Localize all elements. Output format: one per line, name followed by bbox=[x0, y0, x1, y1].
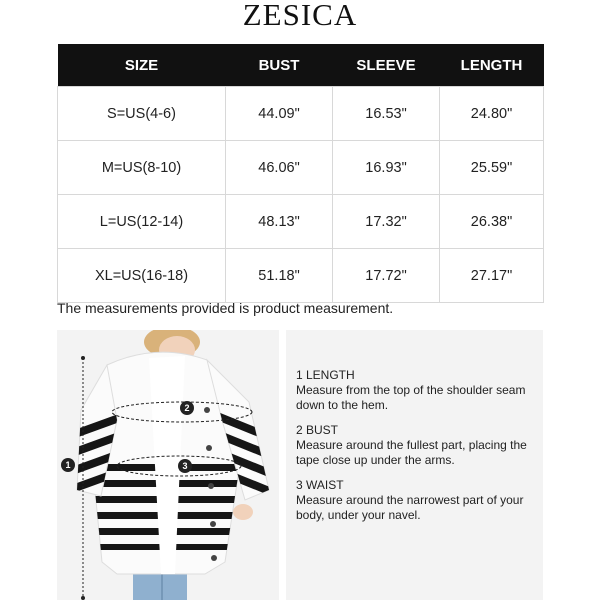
bust-text: Measure around the fullest part, placing the tape close up under the arms. bbox=[296, 438, 527, 467]
waist-instruction bbox=[296, 478, 536, 523]
length-title: 1 LENGTH bbox=[296, 368, 355, 382]
length-instruction bbox=[296, 368, 536, 413]
cell-sleeve: 17.32" bbox=[333, 195, 440, 249]
cell-sleeve: 16.93" bbox=[333, 141, 440, 195]
cell-size: M=US(8-10) bbox=[58, 141, 226, 195]
cell-length: 25.59" bbox=[440, 141, 544, 195]
measurement-note: The measurements provided is product measurement. bbox=[57, 300, 394, 316]
measurement-instructions bbox=[286, 330, 543, 600]
model-photo bbox=[57, 330, 279, 600]
length-marker: 1 bbox=[61, 458, 75, 472]
waist-marker: 3 bbox=[178, 459, 192, 473]
cell-sleeve: 17.72" bbox=[333, 249, 440, 303]
table-row bbox=[58, 87, 544, 141]
cell-size: L=US(12-14) bbox=[58, 195, 226, 249]
size-chart-table bbox=[57, 44, 544, 303]
header-length: LENGTH bbox=[440, 44, 544, 87]
header-size: SIZE bbox=[58, 44, 226, 87]
waist-text: Measure around the narrowest part of your body, under your navel. bbox=[296, 493, 524, 522]
cell-size: XL=US(16-18) bbox=[58, 249, 226, 303]
table-header-row bbox=[58, 44, 544, 87]
bust-instruction bbox=[296, 423, 536, 468]
bust-marker: 2 bbox=[180, 401, 194, 415]
cell-bust: 51.18" bbox=[226, 249, 333, 303]
waist-title: 3 WAIST bbox=[296, 478, 344, 492]
cardigan-illustration bbox=[57, 330, 279, 600]
length-text: Measure from the top of the shoulder seam down to the hem. bbox=[296, 383, 526, 412]
bust-title: 2 BUST bbox=[296, 423, 339, 437]
table-row bbox=[58, 195, 544, 249]
cell-bust: 44.09" bbox=[226, 87, 333, 141]
table-row bbox=[58, 141, 544, 195]
cell-size: S=US(4-6) bbox=[58, 87, 226, 141]
cell-length: 24.80" bbox=[440, 87, 544, 141]
table-row bbox=[58, 249, 544, 303]
cell-bust: 46.06" bbox=[226, 141, 333, 195]
cell-length: 26.38" bbox=[440, 195, 544, 249]
cell-length: 27.17" bbox=[440, 249, 544, 303]
cell-bust: 48.13" bbox=[226, 195, 333, 249]
cell-sleeve: 16.53" bbox=[333, 87, 440, 141]
brand-logo: ZESICA bbox=[242, 0, 358, 32]
header-bust: BUST bbox=[226, 44, 333, 87]
header-sleeve: SLEEVE bbox=[333, 44, 440, 87]
